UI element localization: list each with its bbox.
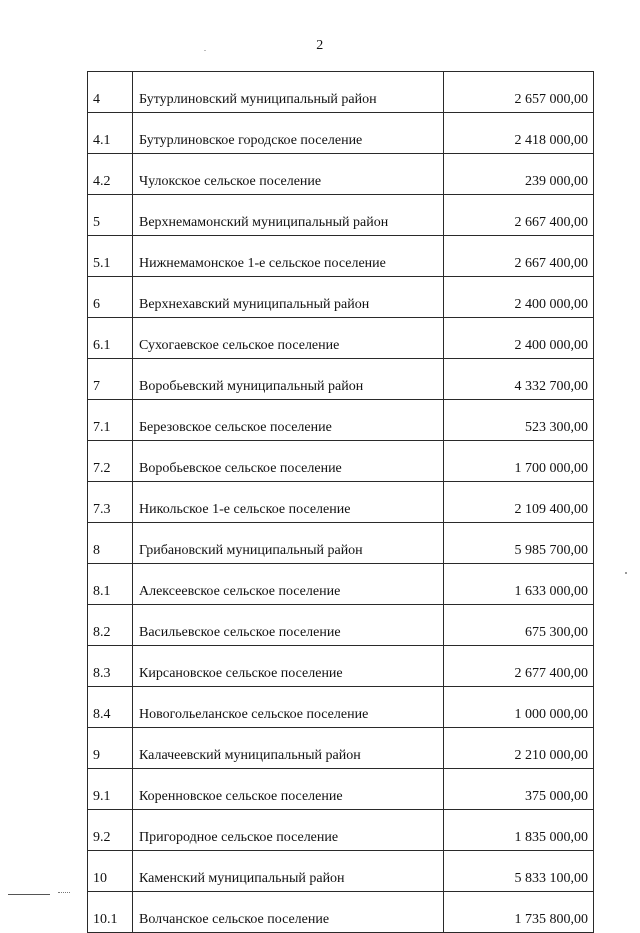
amount-value: 5 833 100,00 (444, 851, 594, 892)
row-number: 5.1 (88, 236, 133, 277)
table-row (88, 195, 594, 236)
municipality-name: Березовское сельское поселение (133, 400, 444, 441)
amount-value: 1 700 000,00 (444, 441, 594, 482)
amount-value: 2 667 400,00 (444, 195, 594, 236)
municipality-name: Бутурлиновский муниципальный район (133, 72, 444, 113)
allocation-table (87, 71, 594, 933)
table-row (88, 769, 594, 810)
amount-value: 523 300,00 (444, 400, 594, 441)
allocation-table-wrapper (87, 71, 593, 933)
amount-value: 2 677 400,00 (444, 646, 594, 687)
footnote-separator (8, 894, 50, 895)
municipality-name: Чулокское сельское поселение (133, 154, 444, 195)
municipality-name: Васильевское сельское поселение (133, 605, 444, 646)
row-number: 10 (88, 851, 133, 892)
row-number: 8.2 (88, 605, 133, 646)
amount-value: 2 210 000,00 (444, 728, 594, 769)
row-number: 8.4 (88, 687, 133, 728)
amount-value: 375 000,00 (444, 769, 594, 810)
row-number: 10.1 (88, 892, 133, 933)
table-row (88, 441, 594, 482)
municipality-name: Бутурлиновское городское поселение (133, 113, 444, 154)
row-number: 5 (88, 195, 133, 236)
table-row (88, 277, 594, 318)
municipality-name: Воробьевское сельское поселение (133, 441, 444, 482)
amount-value: 4 332 700,00 (444, 359, 594, 400)
table-row (88, 728, 594, 769)
amount-value: 2 109 400,00 (444, 482, 594, 523)
municipality-name: Верхнемамонский муниципальный район (133, 195, 444, 236)
municipality-name: Грибановский муниципальный район (133, 523, 444, 564)
table-row (88, 564, 594, 605)
row-number: 7 (88, 359, 133, 400)
municipality-name: Нижнемамонское 1-е сельское поселение (133, 236, 444, 277)
row-number: 4.1 (88, 113, 133, 154)
amount-value: 2 667 400,00 (444, 236, 594, 277)
row-number: 9.2 (88, 810, 133, 851)
municipality-name: Новогольеланское сельское поселение (133, 687, 444, 728)
amount-value: 2 657 000,00 (444, 72, 594, 113)
amount-value: 1 735 800,00 (444, 892, 594, 933)
amount-value: 2 400 000,00 (444, 277, 594, 318)
row-number: 9.1 (88, 769, 133, 810)
table-row (88, 482, 594, 523)
municipality-name: Каменский муниципальный район (133, 851, 444, 892)
amount-value: 1 633 000,00 (444, 564, 594, 605)
row-number: 7.1 (88, 400, 133, 441)
row-number: 4 (88, 72, 133, 113)
table-row (88, 359, 594, 400)
table-row (88, 851, 594, 892)
row-number: 8 (88, 523, 133, 564)
municipality-name: Волчанское сельское поселение (133, 892, 444, 933)
table-row (88, 810, 594, 851)
row-number: 8.3 (88, 646, 133, 687)
table-body (88, 72, 594, 933)
row-number: 6 (88, 277, 133, 318)
footnote-dots (58, 892, 70, 895)
amount-value: 5 985 700,00 (444, 523, 594, 564)
amount-value: 2 418 000,00 (444, 113, 594, 154)
row-number: 6.1 (88, 318, 133, 359)
row-number: 7.2 (88, 441, 133, 482)
table-row (88, 400, 594, 441)
table-row (88, 113, 594, 154)
table-row (88, 154, 594, 195)
municipality-name: Сухогаевское сельское поселение (133, 318, 444, 359)
table-row (88, 605, 594, 646)
municipality-name: Кирсановское сельское поселение (133, 646, 444, 687)
municipality-name: Верхнехавский муниципальный район (133, 277, 444, 318)
amount-value: 239 000,00 (444, 154, 594, 195)
table-row (88, 72, 594, 113)
municipality-name: Никольское 1-е сельское поселение (133, 482, 444, 523)
amount-value: 2 400 000,00 (444, 318, 594, 359)
table-row (88, 236, 594, 277)
municipality-name: Алексеевское сельское поселение (133, 564, 444, 605)
municipality-name: Пригородное сельское поселение (133, 810, 444, 851)
municipality-name: Коренновское сельское поселение (133, 769, 444, 810)
table-row (88, 687, 594, 728)
scan-speck (625, 572, 627, 574)
amount-value: 675 300,00 (444, 605, 594, 646)
row-number: 7.3 (88, 482, 133, 523)
row-number: 4.2 (88, 154, 133, 195)
table-row (88, 318, 594, 359)
municipality-name: Калачеевский муниципальный район (133, 728, 444, 769)
table-row (88, 892, 594, 933)
page-number: 2 (316, 38, 324, 53)
amount-value: 1 000 000,00 (444, 687, 594, 728)
table-row (88, 523, 594, 564)
amount-value: 1 835 000,00 (444, 810, 594, 851)
row-number: 8.1 (88, 564, 133, 605)
municipality-name: Воробьевский муниципальный район (133, 359, 444, 400)
row-number: 9 (88, 728, 133, 769)
table-row (88, 646, 594, 687)
